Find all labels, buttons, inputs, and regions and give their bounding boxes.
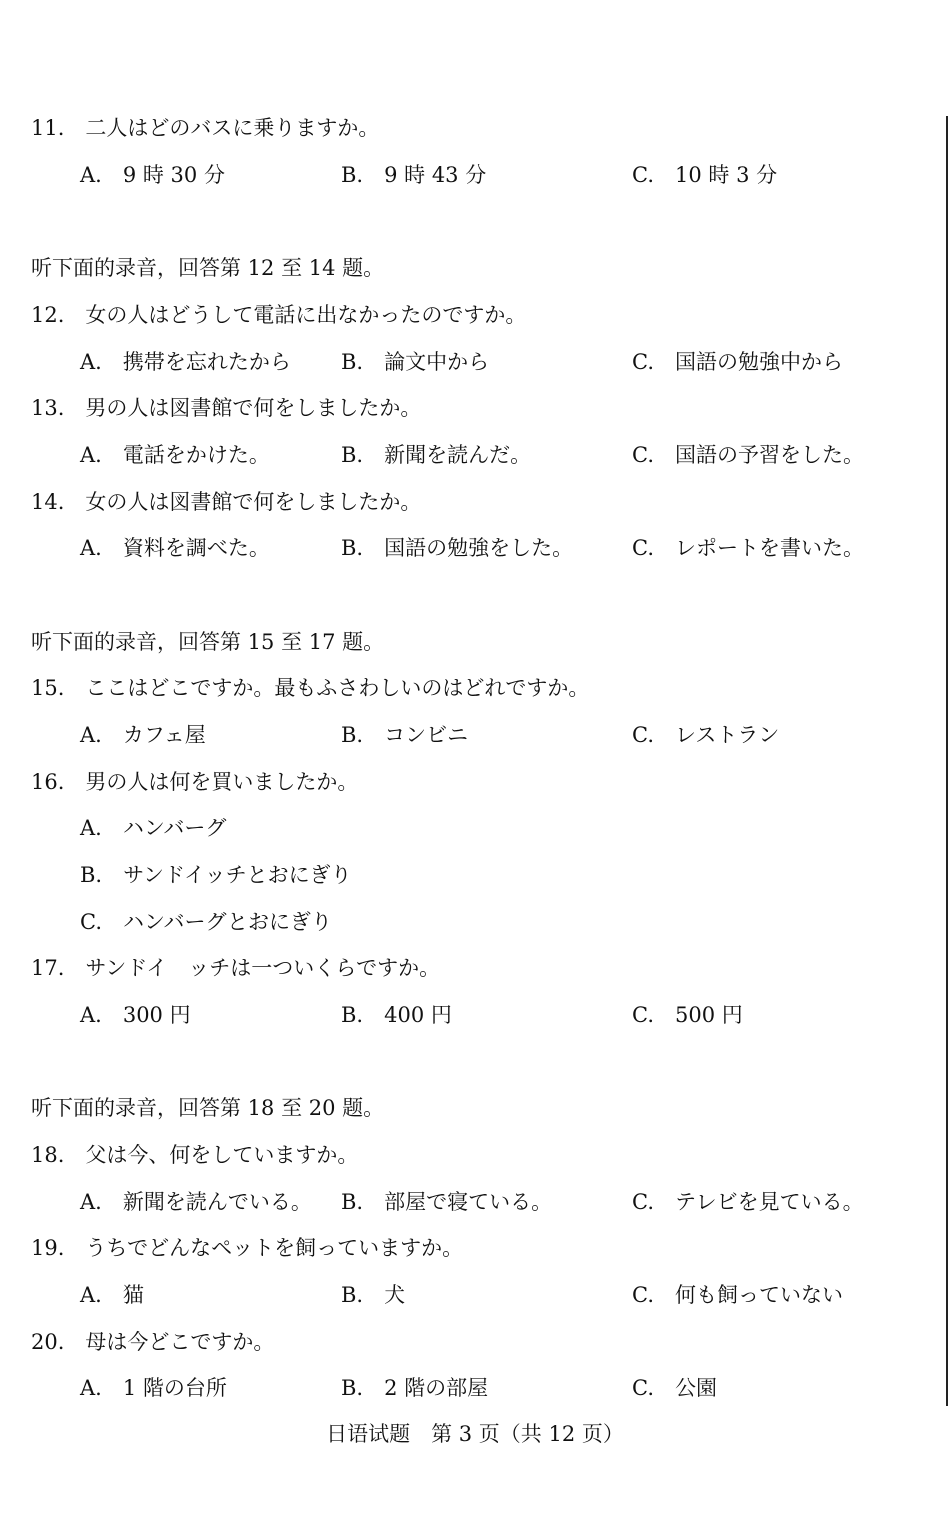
question-text: 15. ここはどこですか。最もふさわしいのはどれですか。	[31, 676, 590, 700]
question-text: 13. 男の人は図書館で何をしましたか。	[31, 396, 422, 420]
option-a: A. 9 時 30 分	[80, 163, 225, 187]
question-text: 18. 父は今、何をしていますか。	[31, 1143, 359, 1167]
question-18	[0, 1140, 950, 1170]
question-17	[0, 953, 950, 983]
question-11-options	[0, 160, 950, 190]
option-a: A. ハンバーグ	[80, 816, 227, 840]
question-text: 11. 二人はどのバスに乗りますか。	[31, 116, 380, 140]
question-text: 20. 母は今どこですか。	[31, 1330, 275, 1354]
question-20	[0, 1327, 950, 1357]
question-text: 19. うちでどんなペットを飼っていますか。	[31, 1236, 464, 1260]
option-c: C. 公園	[632, 1376, 717, 1400]
option-b: B. 犬	[341, 1283, 406, 1307]
question-13	[0, 393, 950, 423]
question-16-option-b-row	[0, 860, 950, 890]
question-text: 14. 女の人は図書館で何をしましたか。	[31, 490, 422, 514]
question-15	[0, 673, 950, 703]
option-b: B. 部屋で寝ている。	[341, 1190, 553, 1214]
question-text: 17. サンドイ ッチは一ついくらですか。	[31, 956, 441, 980]
question-text: 16. 男の人は何を買いましたか。	[31, 770, 359, 794]
option-c: C. 10 時 3 分	[632, 163, 778, 187]
option-b: B. 国語の勉強をした。	[341, 536, 574, 560]
question-11	[0, 113, 950, 143]
section-text: 听下面的录音，回答第 18 至 20 题。	[31, 1096, 385, 1120]
option-c: C. ハンバーグとおにぎり	[80, 910, 332, 934]
question-16-option-c-row	[0, 907, 950, 937]
option-a: A. 資料を調べた。	[80, 536, 270, 560]
option-c: C. テレビを見ている。	[632, 1190, 864, 1214]
question-14	[0, 487, 950, 517]
question-12	[0, 300, 950, 330]
section-instruction-3	[0, 1093, 950, 1123]
section-text: 听下面的录音，回答第 12 至 14 题。	[31, 256, 385, 280]
question-17-options	[0, 1000, 950, 1030]
question-16-option-a-row	[0, 813, 950, 843]
option-a: A. 1 階の台所	[80, 1376, 227, 1400]
question-14-options	[0, 533, 950, 563]
option-a: A. カフェ屋	[80, 723, 206, 747]
option-a: A. 猫	[80, 1283, 144, 1307]
question-19	[0, 1233, 950, 1263]
question-13-options	[0, 440, 950, 470]
option-c: C. 国語の予習をした。	[632, 443, 864, 467]
option-c: C. 国語の勉強中から	[632, 350, 843, 374]
section-instruction-1	[0, 253, 950, 283]
option-a: A. 新聞を読んでいる。	[80, 1190, 312, 1214]
question-19-options	[0, 1280, 950, 1310]
question-12-options	[0, 347, 950, 377]
question-15-options	[0, 720, 950, 750]
option-b: B. 新聞を読んだ。	[341, 443, 532, 467]
option-a: A. 携帯を忘れたから	[80, 350, 291, 374]
question-16	[0, 767, 950, 797]
option-c: C. レポートを書いた。	[632, 536, 864, 560]
option-b: B. サンドイッチとおにぎり	[80, 863, 352, 887]
option-c: C. 500 円	[632, 1003, 743, 1027]
option-c: C. レストラン	[632, 723, 780, 747]
section-text: 听下面的录音，回答第 15 至 17 题。	[31, 630, 385, 654]
option-b: B. 論文中から	[341, 350, 490, 374]
option-b: B. 400 円	[341, 1003, 452, 1027]
option-b: B. コンビニ	[341, 723, 469, 747]
option-a: A. 電話をかけた。	[80, 443, 270, 467]
section-instruction-2	[0, 627, 950, 657]
option-c: C. 何も飼っていない	[632, 1283, 843, 1307]
question-18-options	[0, 1187, 950, 1217]
question-text: 12. 女の人はどうして電話に出なかったのですか。	[31, 303, 527, 327]
page-footer: 日语试题 第 3 页（共 12 页）	[326, 1422, 624, 1446]
question-20-options	[0, 1373, 950, 1403]
option-b: B. 2 階の部屋	[341, 1376, 489, 1400]
option-a: A. 300 円	[80, 1003, 191, 1027]
option-b: B. 9 時 43 分	[341, 163, 487, 187]
